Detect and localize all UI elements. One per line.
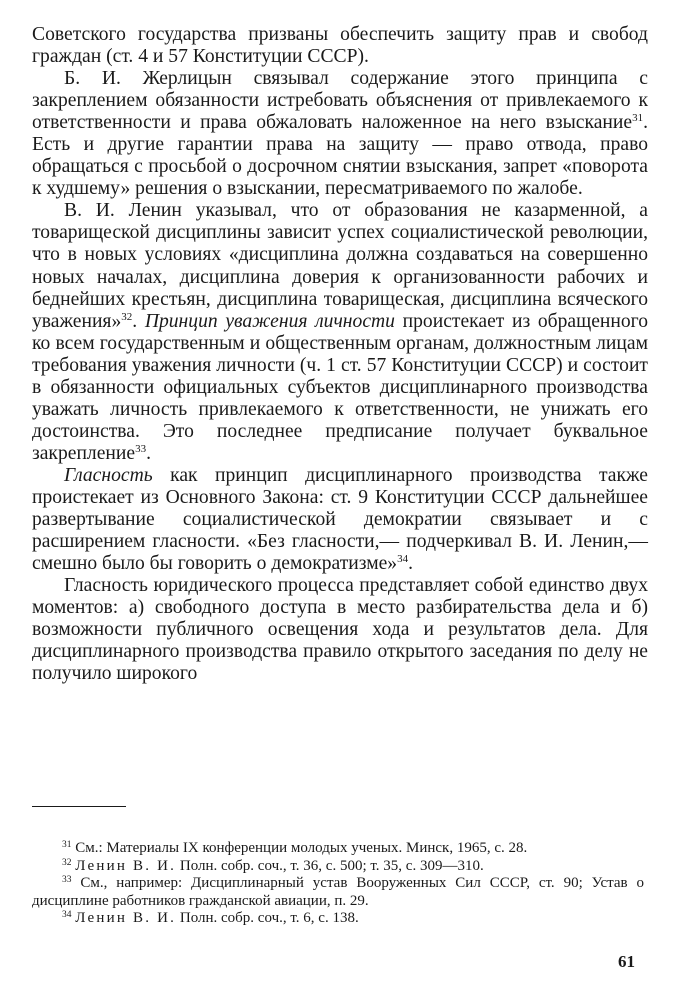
footnote-ref-32[interactable]: 32 xyxy=(121,310,133,323)
text-span: . xyxy=(408,553,414,575)
paragraph-process-publicity xyxy=(32,575,648,685)
text-span: проистекает из обращенного ко всем государственным и общественным органам, должностным лицам требования уважения личности (ч. 1 ст. 57 Конституции СССР) и состоит в обязанности официальных субъектов дисциплинарного производства уважать личность привлекаемого к ответственности, не унижать его достоинства. Это последнее предписание получает буквальное закрепление xyxy=(32,310,649,464)
text-span: Советского государства призваны обеспечить защиту прав и свобод граждан (ст. 4 и 57 Конституции СССР). xyxy=(32,24,648,68)
footnote-text: Полн. собр. соч., т. 36, с. 500; т. 35, с. 309—310. xyxy=(179,857,484,874)
page-number: 61 xyxy=(618,952,635,971)
main-text xyxy=(32,24,648,685)
footnote-ref-34[interactable]: 34 xyxy=(397,553,409,566)
text-span: Б. И. Жерлицын связывал содержание этого принципа с закреплением обязанности истребовать объяснения от привлекаемого к ответственности и права обжаловать наложенное на него взыскание xyxy=(32,68,648,134)
footnote-text: См., например: Дисциплинарный устав Вооруженных Сил СССР, ст. 90; Устав о дисциплине работников гражданской авиации, п. 29. xyxy=(32,875,644,909)
footnote-separator xyxy=(32,806,126,807)
footnote-34 xyxy=(32,910,644,928)
text-span: . Есть и другие гарантии права на защиту — право отвода, право обращаться с просьбой о досрочном снятии взыскания, запрет «поворота к худшему» решения о взыскании, пересматриваемого по жалобе. xyxy=(32,112,648,200)
footnote-text: См.: Материалы IX конференции молодых ученых. Минск, 1965, с. 28. xyxy=(75,840,528,856)
text-span: В. И. Ленин указывал, что от образования не казарменной, а товарищеской дисциплины зависит успех социалистической революции, что в новых условиях «дисциплина должна создаваться на совершенно новых началах, дисциплина доверия к организованности рабочих и беднейших крестьян, дисциплина товарищеская, дисциплина всяческого уважения» xyxy=(32,200,648,332)
footnote-author: Ленин В. И. xyxy=(75,910,177,927)
italic-term: Гласность xyxy=(64,464,153,486)
footnote-number: 34 xyxy=(62,910,72,921)
footnotes xyxy=(32,840,644,928)
footnote-31 xyxy=(32,840,644,858)
paragraph-lenin-discipline xyxy=(32,200,648,465)
paragraph-glasnost xyxy=(32,465,648,575)
footnote-number: 32 xyxy=(62,857,72,868)
footnote-32 xyxy=(32,858,644,876)
text-span: . xyxy=(146,442,151,464)
footnote-33 xyxy=(32,875,644,910)
paragraph-continued xyxy=(32,24,648,68)
text-span: . xyxy=(132,310,145,332)
footnote-ref-31[interactable]: 31 xyxy=(632,112,644,125)
footnote-text: Полн. собр. соч., т. 6, с. 138. xyxy=(179,910,359,927)
footnote-ref-33[interactable]: 33 xyxy=(135,442,147,455)
paragraph-zherlitsyn xyxy=(32,68,648,200)
footnote-number: 33 xyxy=(62,875,72,886)
text-span: Гласность юридического процесса представляет собой единство двух моментов: а) свободного доступа в место разбирательства дела и б) возможности публичного освещения хода и результатов дела. Для дисциплинарного производства правило открытого заседания по делу не получило широкого xyxy=(32,575,648,685)
footnote-author: Ленин В. И. xyxy=(75,857,177,874)
text-span: как принцип дисциплинарного производства также проистекает из Основного Закона: ст. 9 Конституции СССР дальнейшее развертывание социалистической демократии связывает и с расширением гласности. «Без гласности,— подчеркивал В. И. Ленин,— смешно было бы говорить о демократизме» xyxy=(32,464,648,575)
italic-term: Принцип уважения личности xyxy=(144,310,395,332)
footnote-number: 31 xyxy=(62,840,72,850)
